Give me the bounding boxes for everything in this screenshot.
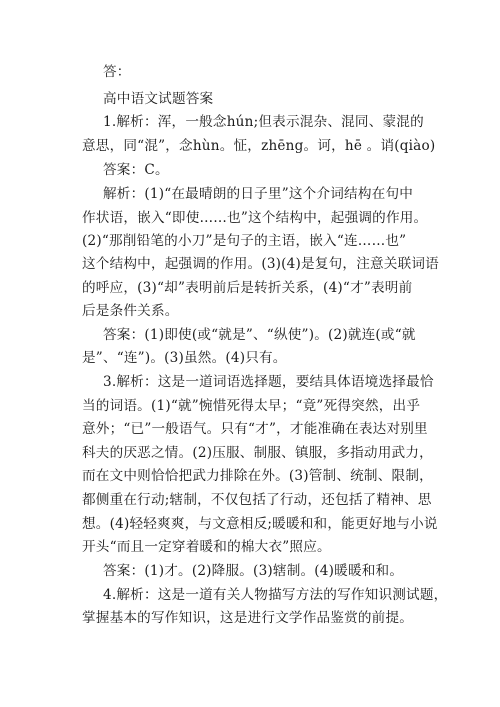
text-line: (2)“那削铅笔的小刀”是句子的主语，嵌入“连……也” <box>82 233 407 249</box>
text-line: 3.解析：这是一道词语选择题，要结具体语境选择最恰 <box>103 374 434 390</box>
text-line: 意外；“已”一般语气。只有“才”，才能准确在表达对别里 <box>82 421 428 437</box>
text-line: 这个结构中，起强调的作用。(3)(4)是复句，注意关联词语 <box>82 256 439 272</box>
document-title: 高中语文试题答案 <box>103 91 214 107</box>
text-line: 后是条件关系。 <box>82 303 179 319</box>
text-line: 想。(4)轻轻爽爽，与文意相反;暖暖和和，能更好地与小说 <box>82 516 438 532</box>
text-line: 科夫的厌恶之情。(2)压服、制服、镇服，多指动用武力， <box>82 445 433 461</box>
text-line: 解析：(1)“在最晴朗的日子里”这个介词结构在句中 <box>103 186 414 202</box>
text-line: 都侧重在行动;辖制，不仅包括了行动，还包括了精神、思 <box>82 492 432 508</box>
text-line: 开头“而且一定穿着暖和的棉大衣”照应。 <box>82 539 331 555</box>
text-line: 1.解析：浑，一般念hún;但表示混杂、混同、蒙混的 <box>103 114 424 130</box>
text-line: 答案：(1)才。(2)降服。(3)辖制。(4)暖暖和和。 <box>103 563 404 579</box>
text-line: 的呼应，(3)“却”表明前后是转折关系，(4)“才”表明前 <box>82 280 413 296</box>
text-line: 作状语，嵌入“即使……也”这个结构中，起强调的作用。 <box>82 210 428 226</box>
text-line: 掌握基本的写作知识，这是进行文学作品鉴赏的前提。 <box>82 610 414 626</box>
text-line: 而在文中则恰恰把武力排除在外。(3)管制、统制、限制， <box>82 468 433 484</box>
text-line: 答案：(1)即使(或“就是”、“纵使”)。(2)就连(或“就 <box>103 327 416 343</box>
text-line: 答案：C。 <box>103 162 169 178</box>
text-line: 4.解析：这是一道有关人物描写方法的写作知识测试题， <box>103 587 448 603</box>
text-line: 意思，同“混”，念hùn。怔，zhēng。诃，hē 。诮(qiào) <box>82 138 436 154</box>
answer-label: 答： <box>103 64 131 80</box>
text-line: 是”、“连”)。(3)虽然。(4)只有。 <box>82 350 287 366</box>
text-line: 当的词语。(1)“就”惋惜死得太早；“竟”死得突然，出乎 <box>82 398 421 414</box>
